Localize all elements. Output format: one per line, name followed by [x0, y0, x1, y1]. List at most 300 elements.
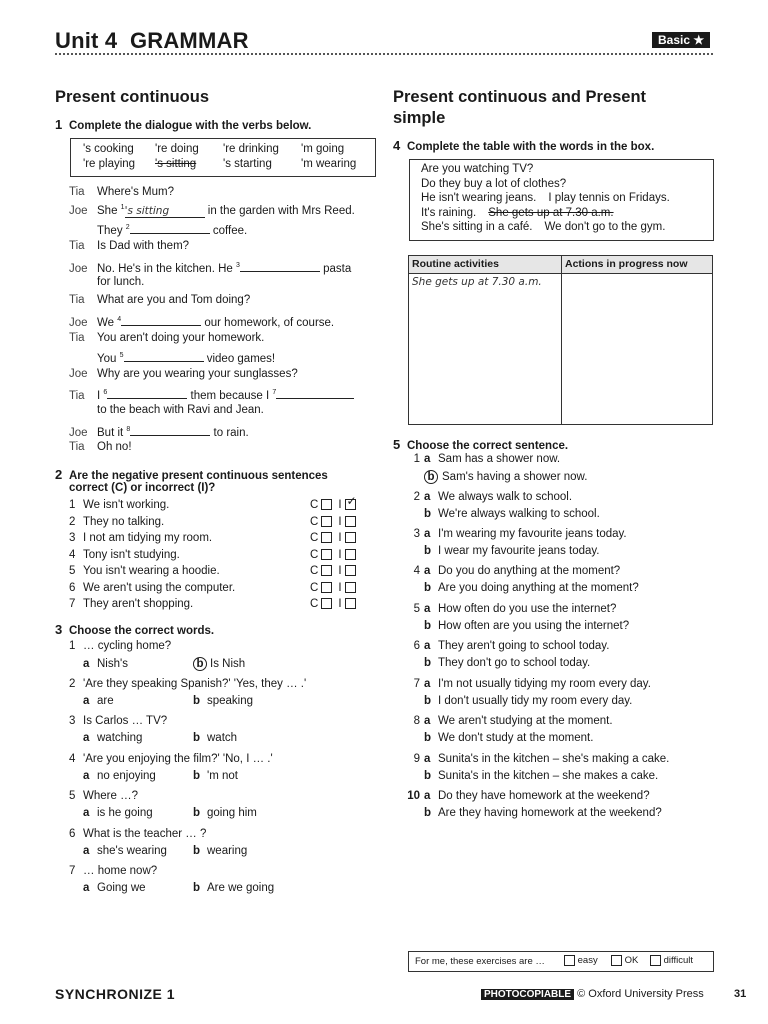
speaker-name: Tia [69, 186, 85, 198]
option-b[interactable] [193, 770, 238, 782]
option-text: I wear my favourite jeans today. [438, 545, 600, 557]
option-letter: b [424, 807, 432, 819]
ci-choice [310, 549, 356, 561]
option-text: Are you doing anything at the moment? [438, 582, 639, 594]
item-sentence: You isn't wearing a hoodie. [83, 565, 220, 577]
dialogue-line [69, 332, 264, 344]
item-number: 3 [69, 532, 76, 544]
gap-number: 2 [125, 224, 130, 232]
series-logo: SYNCHRONIZE 1 [55, 986, 176, 1002]
speaker-name: Tia [69, 332, 85, 344]
option-a[interactable] [83, 845, 193, 857]
option-text: Sam has a shower now. [438, 453, 561, 465]
dialogue-text: No. He's in the kitchen. He [97, 263, 233, 275]
question-text: 'Are they speaking Spanish?' 'Yes, they … .' [83, 677, 307, 690]
ci-choice [310, 598, 356, 610]
check-mark: ✓ [346, 494, 357, 509]
item-number: 4 [413, 565, 420, 577]
answer-blank[interactable] [130, 221, 210, 234]
i-label: I [338, 581, 342, 594]
option-letter: b [424, 770, 432, 782]
item-number: 4 [69, 548, 76, 561]
option-letter: a [424, 453, 431, 465]
option-letter: b [193, 732, 201, 744]
ex4-col1-cell[interactable] [409, 274, 562, 425]
item-number: 3 [69, 715, 76, 727]
gap-number: 5 [119, 352, 124, 360]
incorrect-checkbox[interactable] [345, 494, 357, 510]
item-number: 7 [69, 865, 76, 877]
item-number: 4 [69, 752, 76, 765]
speaker-name: Joe [69, 368, 88, 380]
dialogue-text: to the beach with Ravi and Jean. [97, 404, 264, 416]
option-letter: a [424, 678, 431, 690]
option-text: no enjoying [97, 769, 156, 782]
option-text: is he going [97, 807, 153, 819]
ex3-question [69, 678, 306, 690]
option-letter: a [424, 790, 431, 802]
ex3-list [69, 640, 369, 902]
correct-checkbox[interactable] [321, 565, 332, 576]
option-letter: a [424, 640, 431, 652]
option-text: They don't go to school today. [438, 657, 591, 669]
word-box-item: 're drinking [223, 143, 279, 155]
circled-answer: b [424, 470, 438, 484]
correct-checkbox[interactable] [321, 532, 332, 543]
ex5-option-b[interactable] [424, 582, 639, 594]
item-number: 6 [413, 640, 420, 652]
item-number: 3 [413, 528, 420, 540]
feedback-easy-checkbox[interactable] [564, 955, 575, 966]
option-letter: a [424, 603, 431, 615]
dialogue-text: Where's Mum? [97, 186, 174, 198]
option-a[interactable] [83, 882, 193, 894]
ex5-option-b[interactable] [424, 470, 587, 484]
header-divider [55, 53, 713, 55]
dialogue-text: You [97, 353, 117, 365]
ex5-option-a[interactable] [400, 640, 609, 652]
dialogue-line [69, 313, 334, 329]
option-letter: a [424, 565, 431, 577]
dialogue-text: But it [97, 427, 124, 439]
item-number: 1 [69, 499, 76, 511]
option-b[interactable] [193, 882, 274, 894]
ex4-table [408, 255, 713, 425]
ex4-col2-cell[interactable] [562, 274, 713, 425]
option-text: 'm not [207, 769, 238, 782]
option-letter: b [193, 807, 201, 819]
ex5-option-a[interactable] [400, 565, 620, 577]
i-label: I [338, 565, 342, 577]
page-title: Unit 4 GRAMMAR [55, 28, 249, 53]
word-box-item: She gets up at 7.30 a.m. [488, 206, 614, 219]
option-text: Are we going [207, 882, 275, 894]
option-letter: b [424, 545, 432, 557]
ex3-instruction: 3 Choose the correct words. [55, 622, 215, 637]
correct-checkbox[interactable] [321, 582, 332, 593]
incorrect-checkbox[interactable] [345, 565, 356, 576]
dialogue-text: coffee. [212, 225, 248, 237]
option-b[interactable] [193, 695, 253, 707]
c-label: C [310, 548, 319, 561]
option-letter: b [424, 732, 432, 744]
item-number: 1 [69, 640, 76, 652]
dialogue-text: We [97, 317, 115, 329]
question-text: What is the teacher … ? [83, 827, 207, 840]
word-box-item: 're doing [155, 143, 199, 155]
c-label: C [310, 515, 319, 528]
option-b[interactable] [193, 807, 257, 819]
option-letter: a [83, 694, 90, 707]
option-b[interactable] [193, 658, 245, 670]
word-box-line [421, 207, 670, 222]
ci-choice [310, 565, 356, 577]
ex5-option-a[interactable] [400, 678, 651, 690]
ex2-item [69, 598, 369, 610]
option-letter: b [193, 844, 201, 857]
option-letter: b [424, 508, 432, 520]
ex5-option-b[interactable] [424, 807, 662, 819]
incorrect-checkbox[interactable] [345, 582, 356, 593]
word-box-item: Are you watching TV? [421, 163, 534, 175]
speaker-name: Joe [69, 317, 88, 329]
dialogue-line [69, 259, 351, 275]
gap-number: 8 [126, 426, 131, 434]
option-text: They aren't going to school today. [438, 640, 610, 652]
item-sentence: Tony isn't studying. [83, 548, 180, 561]
ex1-dialogue [69, 186, 379, 458]
ex3-question [69, 753, 273, 765]
item-number: 2 [69, 515, 76, 528]
ci-choice [310, 532, 356, 544]
ci-choice [310, 494, 357, 511]
option-text: Is Nish [210, 658, 246, 670]
answer-blank[interactable] [107, 386, 187, 399]
ex3-question [69, 828, 206, 840]
option-letter: b [424, 582, 432, 594]
word-box-line [421, 221, 670, 236]
item-number: 6 [69, 827, 76, 840]
item-number: 2 [413, 491, 420, 503]
ex2-item [69, 565, 369, 577]
dialogue-line [69, 240, 189, 252]
correct-checkbox[interactable] [321, 516, 332, 527]
correct-checkbox[interactable] [321, 598, 332, 609]
item-number: 10 [407, 790, 420, 802]
i-label: I [338, 532, 342, 544]
ex5-option-b[interactable] [424, 545, 600, 557]
feedback-ok-checkbox[interactable] [611, 955, 622, 966]
correct-checkbox[interactable] [321, 549, 332, 560]
dialogue-text: pasta [323, 263, 352, 275]
i-label: I [338, 598, 342, 610]
item-number: 1 [413, 453, 420, 465]
option-text: Going we [97, 882, 146, 894]
option-a[interactable] [83, 807, 193, 819]
i-label: I [338, 548, 342, 561]
footer-credit [481, 988, 704, 1000]
option-text: Do they have homework at the weekend? [438, 790, 650, 802]
word-box-item: 's starting [223, 158, 272, 170]
question-text: … cycling home? [83, 640, 172, 652]
answer-blank[interactable] [124, 349, 204, 362]
option-text: Sunita's in the kitchen – she's making a cake. [438, 753, 670, 765]
option-text: are [97, 694, 114, 707]
c-label: C [310, 581, 319, 594]
ex2-instruction: 2 Are the negative present continuous sentences correct (C) or incorrect (I)? [55, 467, 328, 494]
word-box-item: Do they buy a lot of clothes? [421, 177, 567, 190]
option-text: Sunita's in the kitchen – she makes a cake. [438, 770, 659, 782]
incorrect-checkbox[interactable] [345, 549, 356, 560]
option-text: she's wearing [97, 844, 167, 857]
option-letter: a [83, 807, 90, 819]
option-letter: a [424, 753, 431, 765]
option-letter: b [193, 769, 201, 782]
dialogue-text: Is Dad with them? [97, 240, 190, 252]
answer-blank[interactable] [276, 386, 354, 399]
option-letter: b [424, 657, 432, 669]
ex1-instruction: 1 Complete the dialogue with the verbs below. [55, 117, 312, 132]
ex5-option-a[interactable] [400, 715, 613, 727]
word-box-item: 're playing [83, 158, 136, 170]
ex5-option-a[interactable] [400, 453, 560, 465]
ex3-options [83, 845, 247, 857]
option-text: Nish's [97, 658, 128, 670]
option-text: We don't study at the moment. [438, 732, 594, 744]
ex5-option-b[interactable] [424, 770, 658, 782]
speaker-name: Joe [69, 427, 88, 439]
item-number: 6 [69, 581, 76, 594]
ex3-options [83, 882, 274, 894]
item-number: 5 [413, 603, 420, 615]
item-number: 5 [69, 790, 76, 802]
word-box-item: She's sitting in a café. [421, 221, 533, 233]
ex3-question [69, 790, 138, 802]
option-text: We always walk to school. [438, 491, 573, 503]
feedback-box: For me, these exercises are … easy OK difficult [408, 951, 714, 972]
option-text: I don't usually tidy my room every day. [438, 695, 633, 707]
ex4-word-box [409, 159, 714, 241]
ex2-item [69, 532, 369, 544]
question-text: Where …? [83, 790, 138, 802]
option-letter: b [424, 620, 432, 632]
ex3-question [69, 640, 171, 652]
dialogue-text: I [97, 390, 101, 402]
question-text: … home now? [83, 865, 158, 877]
dialogue-line [69, 204, 355, 218]
ex5-option-a[interactable] [400, 528, 627, 540]
ex4-example-answer: She gets up at 7.30 a.m. [412, 276, 542, 288]
dialogue-line [69, 186, 174, 198]
word-box-item: 's sitting [155, 158, 197, 170]
ex3-options [83, 732, 237, 744]
question-text: Is Carlos … TV? [83, 715, 168, 727]
gap-number: 7 [272, 389, 277, 397]
item-number: 7 [413, 678, 420, 690]
ex5-option-b[interactable] [424, 695, 632, 707]
ex2-item [69, 516, 369, 528]
option-text: I'm wearing my favourite jeans today. [438, 528, 627, 540]
option-letter: b [424, 695, 432, 707]
item-sentence: We isn't working. [83, 499, 170, 511]
option-text: speaking [207, 694, 254, 707]
item-sentence: They aren't shopping. [83, 598, 194, 610]
word-box-item: We don't go to the gym. [544, 221, 666, 233]
incorrect-checkbox[interactable] [345, 598, 356, 609]
dialogue-text: They [97, 225, 123, 237]
option-text: How often do you use the internet? [438, 603, 617, 615]
option-b[interactable] [193, 732, 237, 744]
ex5-option-a[interactable] [400, 753, 669, 765]
ex5-option-a[interactable] [400, 491, 572, 503]
ex5-option-b[interactable] [424, 508, 600, 520]
option-text: We aren't studying at the moment. [438, 715, 613, 727]
dialogue-text: our homework, of course. [204, 317, 335, 329]
option-a[interactable] [83, 658, 193, 670]
publisher: © Oxford University Press [577, 988, 704, 1000]
option-text: How often are you using the internet? [438, 620, 630, 632]
incorrect-checkbox[interactable] [345, 532, 356, 543]
word-box-item: He isn't wearing jeans. [421, 192, 537, 204]
feedback-difficult-checkbox[interactable] [650, 955, 661, 966]
gap-number: 6 [103, 389, 108, 397]
answer-blank[interactable] [125, 205, 205, 218]
gap-number: 4 [117, 316, 122, 324]
c-label: C [310, 598, 319, 610]
dialogue-text: She [97, 204, 118, 217]
speaker-name: Tia [69, 441, 85, 453]
dialogue-line [69, 423, 249, 439]
ex4-col2-header: Actions in progress now [562, 256, 713, 274]
ex5-option-b[interactable] [424, 657, 590, 669]
word-box-item: I play tennis on Fridays. [548, 192, 670, 204]
ex5-option-b[interactable] [424, 732, 593, 744]
dialogue-text: Why are you wearing your sunglasses? [97, 368, 298, 380]
item-sentence: We aren't using the computer. [83, 581, 236, 594]
option-letter: b [193, 882, 201, 894]
word-box-line [421, 178, 670, 193]
ex2-item [69, 582, 369, 594]
ex2-item [69, 549, 369, 561]
option-text: going him [207, 807, 257, 819]
ex2-item [69, 494, 369, 511]
ci-choice [310, 516, 356, 528]
word-box-line [421, 192, 670, 207]
item-number: 2 [69, 677, 76, 690]
speaker-name: Tia [69, 294, 85, 306]
ex5-list [400, 453, 720, 828]
feedback-prompt: For me, these exercises are … [415, 956, 545, 967]
ex4-col1-header: Routine activities [409, 256, 562, 274]
correct-checkbox[interactable] [321, 499, 332, 510]
ex3-question [69, 865, 157, 877]
answer-blank[interactable] [240, 259, 320, 272]
item-sentence: I not am tidying my room. [83, 532, 213, 544]
i-label: I [338, 499, 342, 511]
c-label: C [310, 532, 319, 544]
dialogue-text: Oh no! [97, 441, 132, 453]
answer-blank[interactable] [130, 423, 210, 436]
dialogue-text: to rain. [213, 427, 249, 439]
word-box-item: 'm going [301, 143, 345, 155]
option-letter: a [83, 844, 90, 857]
c-label: C [310, 565, 319, 577]
gap-number: 3 [236, 262, 240, 270]
option-letter: a [83, 882, 90, 894]
ex5-instruction: 5 Choose the correct sentence. [393, 437, 569, 452]
ex3-options [83, 807, 257, 819]
ex3-options [83, 657, 245, 671]
item-number: 5 [69, 565, 76, 577]
dialogue-line [69, 404, 264, 416]
option-text: wearing [207, 844, 248, 857]
photocopiable-label: PHOTOCOPIABLE [481, 989, 574, 1000]
question-text: 'Are you enjoying the film?' 'No, I … .' [83, 752, 273, 765]
speaker-name: Tia [69, 390, 85, 402]
ex3-options [83, 770, 238, 782]
gap-number: 1 [120, 204, 125, 211]
dialogue-line [69, 349, 275, 365]
dialogue-line [69, 368, 298, 380]
ex5-option-a[interactable] [400, 790, 650, 802]
dialogue-text: video games! [206, 353, 276, 365]
dialogue-line [69, 276, 144, 288]
ex5-option-a[interactable] [400, 603, 616, 615]
ex5-option-b[interactable] [424, 620, 629, 632]
option-text: I'm not usually tidying my room every day. [438, 678, 651, 690]
option-b[interactable] [193, 845, 247, 857]
dialogue-line [69, 294, 250, 306]
word-box-item: 's cooking [83, 143, 134, 155]
option-a[interactable] [83, 732, 193, 744]
ci-choice [310, 582, 356, 594]
option-text: We're always walking to school. [438, 508, 600, 520]
incorrect-checkbox[interactable] [345, 516, 356, 527]
i-label: I [338, 515, 342, 528]
level-badge: Basic ★ [652, 32, 710, 48]
option-letter: a [424, 715, 431, 727]
item-number: 8 [413, 715, 420, 727]
word-box-item: 'm wearing [301, 158, 357, 170]
option-letter: b [193, 694, 201, 707]
option-text: Sam's having a shower now. [442, 471, 588, 483]
ex3-options [83, 695, 253, 707]
option-a[interactable] [83, 695, 193, 707]
dialogue-text: for lunch. [97, 276, 145, 288]
option-text: Are they having homework at the weekend? [438, 807, 662, 819]
item-number: 9 [413, 753, 420, 765]
option-a[interactable] [83, 770, 193, 782]
answer-blank[interactable] [121, 313, 201, 326]
option-letter: a [83, 658, 90, 670]
word-box-line [421, 163, 670, 178]
option-letter: a [83, 769, 90, 782]
option-letter: a [83, 732, 90, 744]
left-section-heading: Present continuous [55, 88, 210, 106]
ex3-question [69, 715, 167, 727]
word-box-item: It's raining. [421, 206, 477, 219]
speaker-name: Tia [69, 240, 85, 252]
ex4-instruction: 4 Complete the table with the words in the box. [393, 138, 655, 153]
c-label: C [310, 499, 319, 511]
dialogue-line [69, 221, 247, 237]
option-text: watching [97, 732, 143, 744]
page-number: 31 [734, 988, 747, 1000]
option-text: watch [207, 732, 238, 744]
item-sentence: They no talking. [83, 515, 165, 528]
dialogue-text: You aren't doing your homework. [97, 332, 265, 344]
dialogue-text: in the garden with Mrs Reed. [207, 204, 355, 217]
